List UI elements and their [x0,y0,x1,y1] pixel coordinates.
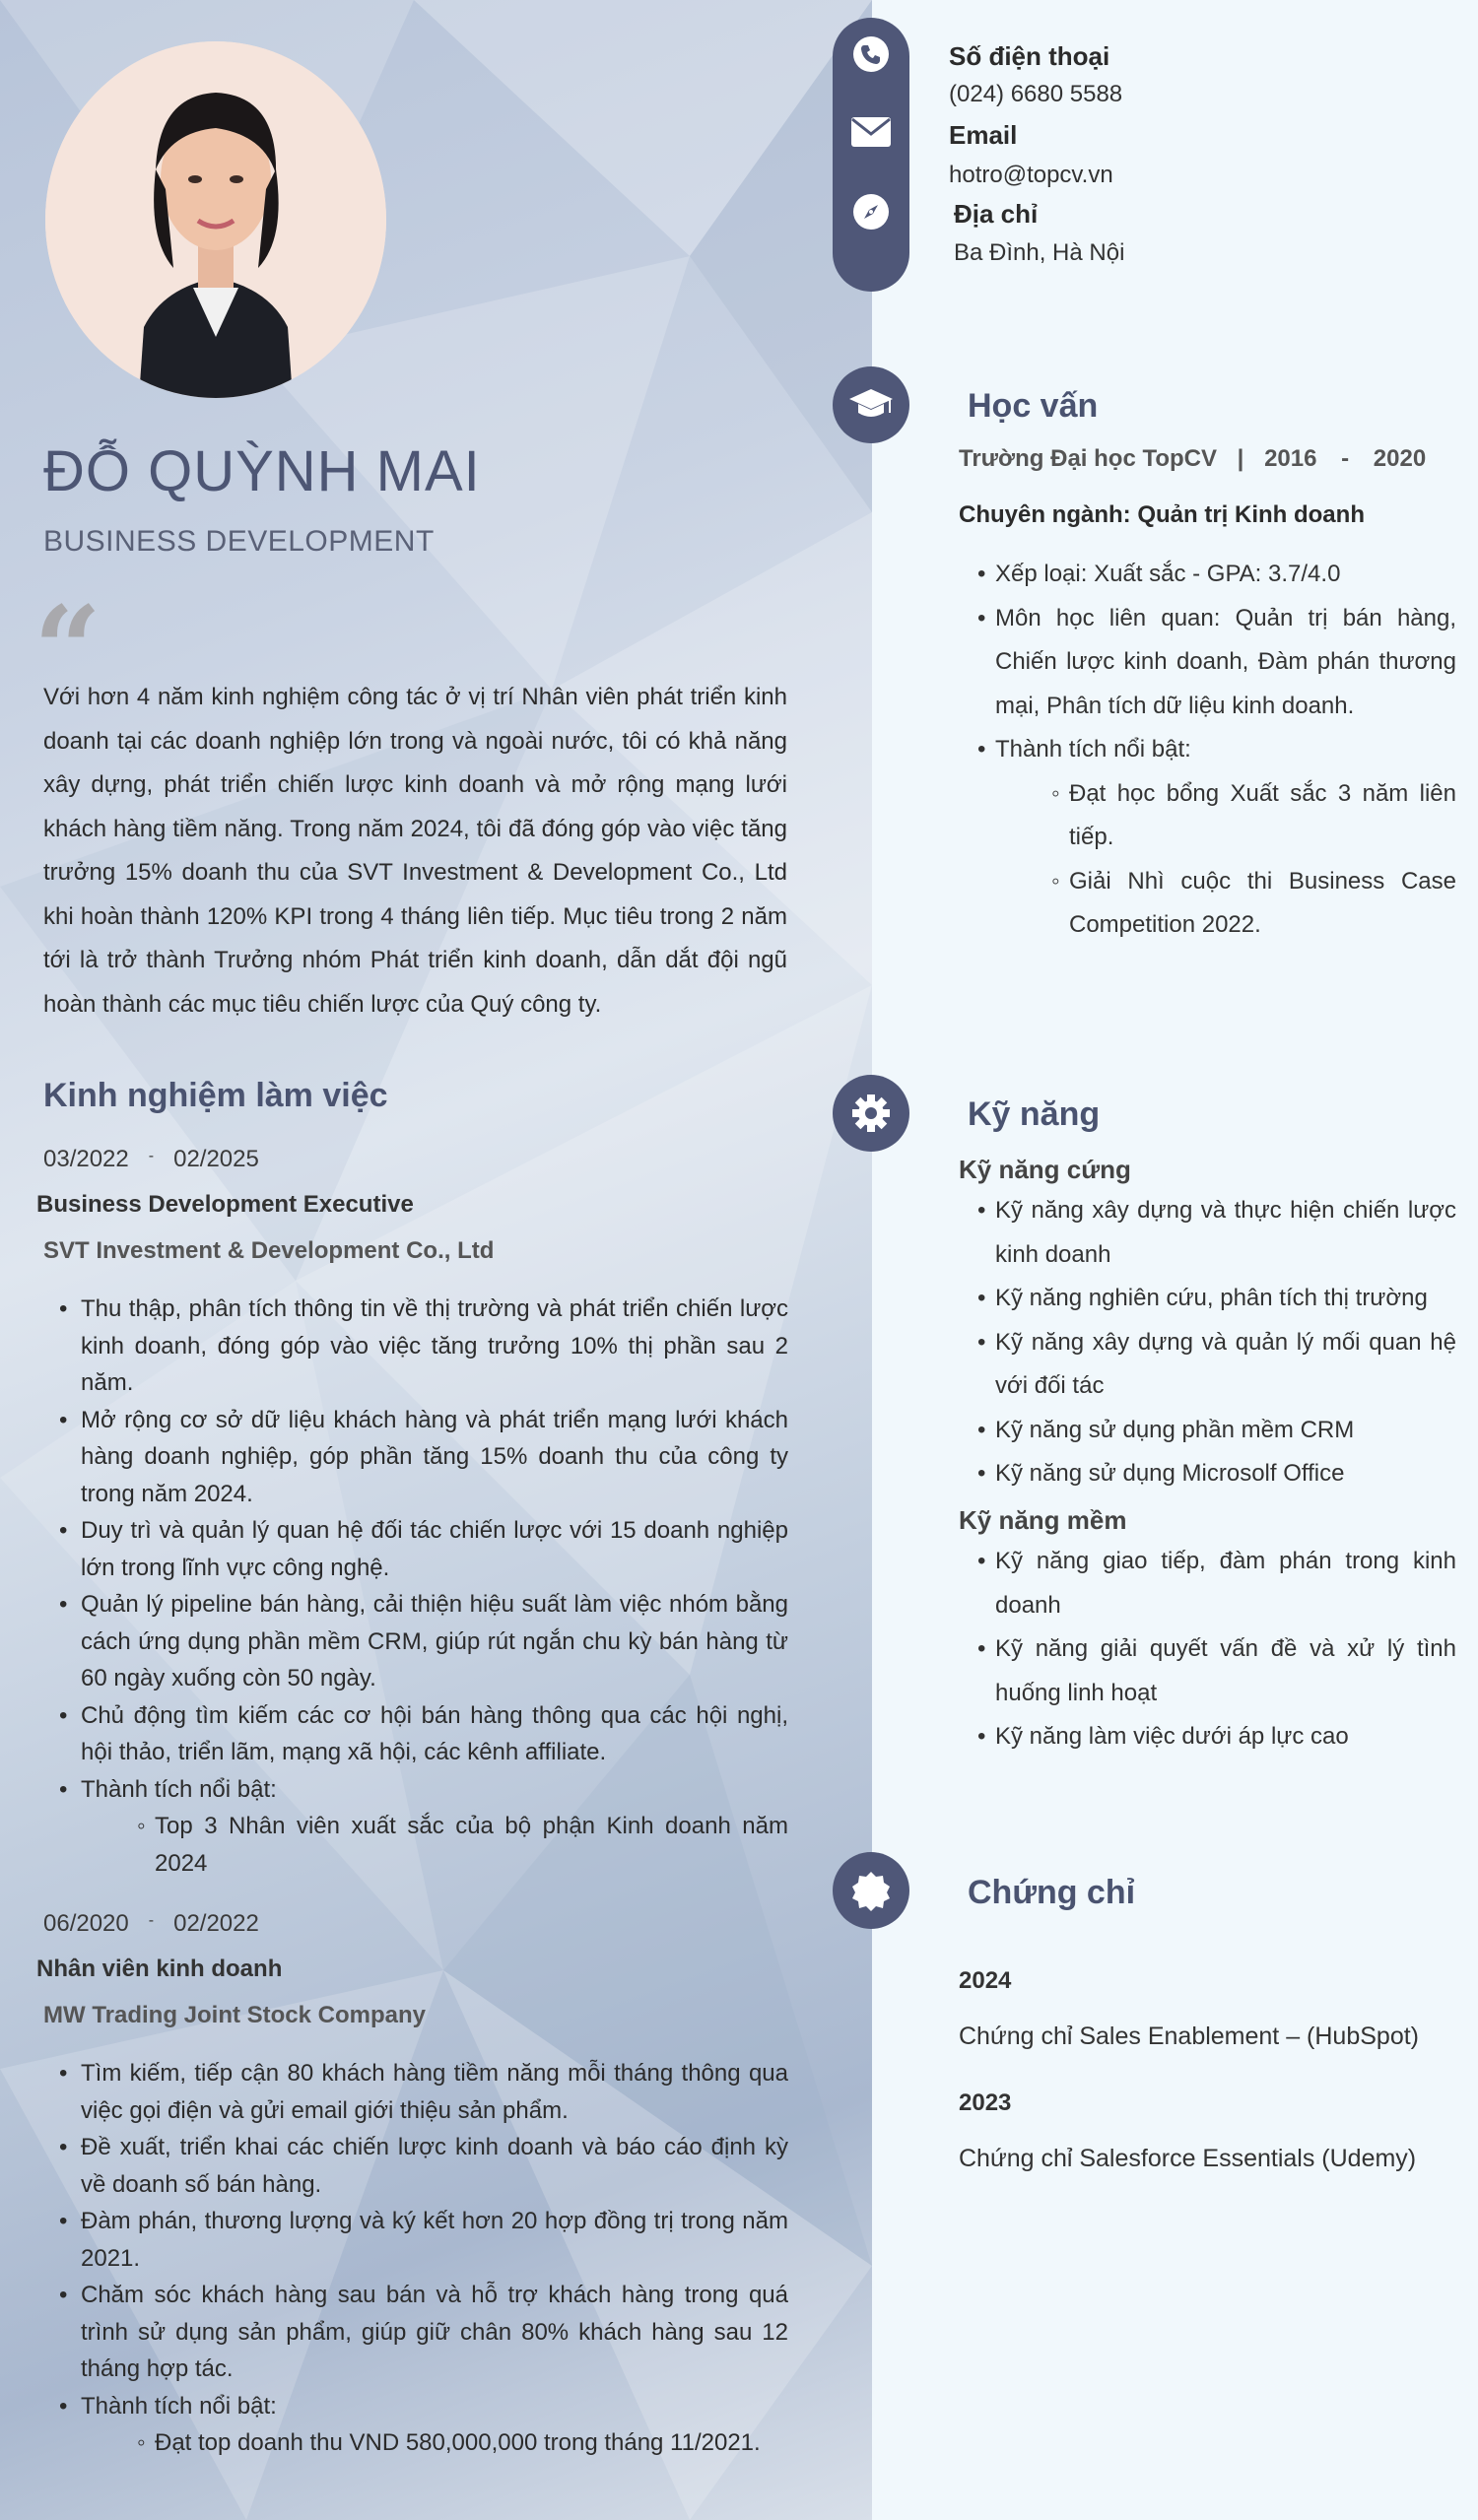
list-item: • Kỹ năng nghiên cứu, phân tích thị trường [995,1277,1456,1321]
list-item [79,1771,788,1883]
gear-icon [833,1075,909,1152]
list-item: • Quản lý pipeline bán hàng, cải thiện hiệu suất làm việc nhóm bằng cách ứng dụng phần mềm CRM, giúp rút ngắn chu kỳ bán hàng từ 60 ngày xuống còn 50 ngày. [79,1586,788,1697]
list-item: • Kỹ năng giao tiếp, đàm phán trong kinh doanh [995,1540,1456,1627]
soft-skills-title: Kỹ năng mềm [959,1505,1127,1535]
hard-skills-title: Kỹ năng cứng [959,1155,1131,1184]
list-item: • Đàm phán, thương lượng và ký kết hơn 20 hợp đồng trị trong năm 2021. [79,2203,788,2277]
career-summary: Với hơn 4 năm kinh nghiệm công tác ở vị trí Nhân viên phát triển kinh doanh tại các doanh nghiệp lớn trong và ngoài nước, tôi có khả năng xây dựng, phát triển chiến lược kinh doanh và mở rộng mạng lưới khách hàng tiềm năng. Trong năm 2024, tôi đã đóng góp vào việc tăng trưởng 15% doanh thu của SVT Investment & Development Co., Ltd khi hoàn thành 120% KPI trong 4 tháng liên tiếp. Mục tiêu trong 2 năm tới là trở thành Trưởng nhóm Phát triển kinh doanh, dẫn dắt đội ngũ hoàn thành các mục tiêu chiến lược của Quý công ty. [43,684,787,1018]
job-start-date: 03/2022 [43,1146,129,1172]
certificate-year: 2023 [959,2089,1012,2116]
achievement-item: ◦ Giải Nhì cuộc thi Business Case Competition 2022. [1069,860,1456,948]
address-value: Ba Đình, Hà Nội [954,239,1125,266]
phone-label: Số điện thoại [949,41,1110,71]
list-item: • Đề xuất, triển khai các chiến lược kinh doanh và báo cáo định kỳ về doanh số bán hàng. [79,2129,788,2203]
soft-skills-list [995,1540,1456,1759]
list-item: • Tìm kiếm, tiếp cận 80 khách hàng tiềm năng mỗi tháng thông qua việc gọi điện và gửi email giới thiệu sản phẩm. [79,2055,788,2129]
certificate-name: Chứng chỉ Sales Enablement – (HubSpot) [959,2023,1419,2050]
list-item [79,2388,788,2462]
job-company: MW Trading Joint Stock Company [43,2002,427,2028]
job-end-date: 02/2025 [173,1146,259,1172]
certificate-name: Chứng chỉ Salesforce Essentials (Udemy) [959,2145,1417,2172]
education-major: Chuyên ngành: Quản trị Kinh doanh [959,501,1365,528]
candidate-name: ĐỖ QUỲNH MAI [43,439,481,503]
email-label: Email [949,120,1018,150]
compass-icon [842,183,900,240]
date-dash: - [148,1912,155,1929]
list-item: • Xếp loại: Xuất sắc - GPA: 3.7/4.0 [995,553,1456,597]
job-position: Nhân viên kinh doanh [36,1956,283,1982]
education-list [995,553,1456,948]
achievement-list [81,1808,788,1882]
address-label: Địa chỉ [954,199,1039,229]
separator: | [1237,445,1244,472]
hard-skills-list [995,1189,1456,1496]
job-company: SVT Investment & Development Co., Ltd [43,1237,495,1264]
achievement-list [995,772,1456,948]
list-item: • Môn học liên quan: Quản trị bán hàng, Chiến lược kinh doanh, Đàm phán thương mại, Phân tích dữ liệu kinh doanh. [995,597,1456,729]
experience-title: Kinh nghiệm làm việc [43,1077,388,1114]
list-item: • Kỹ năng xây dựng và quản lý mối quan hệ với đối tác [995,1321,1456,1409]
list-item: • Chăm sóc khách hàng sau bán và hỗ trợ khách hàng trong quá trình sử dụng sản phẩm, giúp giữ chân 80% khách hàng sau 12 tháng hợp tác. [79,2277,788,2388]
education-header [959,445,1426,473]
list-item: • Chủ động tìm kiếm các cơ hội bán hàng thông qua các hội nghị, hội thảo, triển lãm, mạng xã hội, các kênh affiliate. [79,1697,788,1771]
school-name: Trường Đại học TopCV [959,445,1217,472]
badge-icon [833,1852,909,1929]
education-title: Học vấn [968,387,1099,425]
job-position: Business Development Executive [36,1191,414,1218]
date-dash: - [1341,445,1350,472]
list-item [995,728,1456,948]
education-start: 2016 [1264,445,1317,472]
profile-photo [45,41,386,398]
envelope-icon [842,103,900,161]
skills-title: Kỹ năng [968,1095,1101,1133]
list-item: • Mở rộng cơ sở dữ liệu khách hàng và phát triển mạng lưới khách hàng doanh nghiệp, góp phần tăng 15% doanh thu của công ty trong năm 2024. [79,1402,788,1513]
list-item: • Kỹ năng giải quyết vấn đề và xử lý tình huống linh hoạt [995,1627,1456,1715]
certificate-year: 2024 [959,1967,1012,1994]
list-item: • Thu thập, phân tích thông tin về thị trường và phát triển chiến lược kinh doanh, đóng góp vào việc tăng trưởng 10% thị phần sau 2 năm. [79,1291,788,1402]
achievement-item: ◦ Đạt học bổng Xuất sắc 3 năm liên tiếp. [1069,772,1456,860]
job-end-date: 02/2022 [173,1910,259,1937]
achievement-label: Thành tích nổi bật: [81,2392,277,2420]
job-duties-list [79,1291,788,1882]
quote-icon: “ [34,580,102,719]
job-date-range [43,1146,259,1173]
candidate-role: BUSINESS DEVELOPMENT [43,525,435,558]
achievement-label: Thành tích nổi bật: [81,1775,277,1803]
achievement-item: ◦ Top 3 Nhân viên xuất sắc của bộ phận Kinh doanh năm 2024 [155,1808,788,1882]
list-item: • Duy trì và quản lý quan hệ đối tác chiến lược với 15 doanh nghiệp lớn trong lĩnh vực công nghệ. [79,1512,788,1586]
achievement-list [81,2424,788,2462]
job-duties-list [79,2055,788,2462]
list-item: • Kỹ năng sử dụng Microsolf Office [995,1452,1456,1496]
list-item: • Kỹ năng xây dựng và thực hiện chiến lược kinh doanh [995,1189,1456,1277]
education-end: 2020 [1373,445,1427,472]
list-item: • Kỹ năng sử dụng phần mềm CRM [995,1409,1456,1453]
achievement-item: ◦ Đạt top doanh thu VND 580,000,000 trong tháng 11/2021. [155,2424,788,2462]
email-value: hotro@topcv.vn [949,162,1113,188]
job-start-date: 06/2020 [43,1910,129,1937]
phone-icon [842,26,900,83]
job-date-range [43,1910,259,1938]
graduation-cap-icon [833,366,909,443]
phone-value: (024) 6680 5588 [949,81,1123,107]
date-dash: - [148,1148,155,1164]
list-item: • Kỹ năng làm việc dưới áp lực cao [995,1715,1456,1759]
achievement-label: Thành tích nổi bật: [995,736,1191,763]
certificates-title: Chứng chỉ [968,1874,1136,1911]
